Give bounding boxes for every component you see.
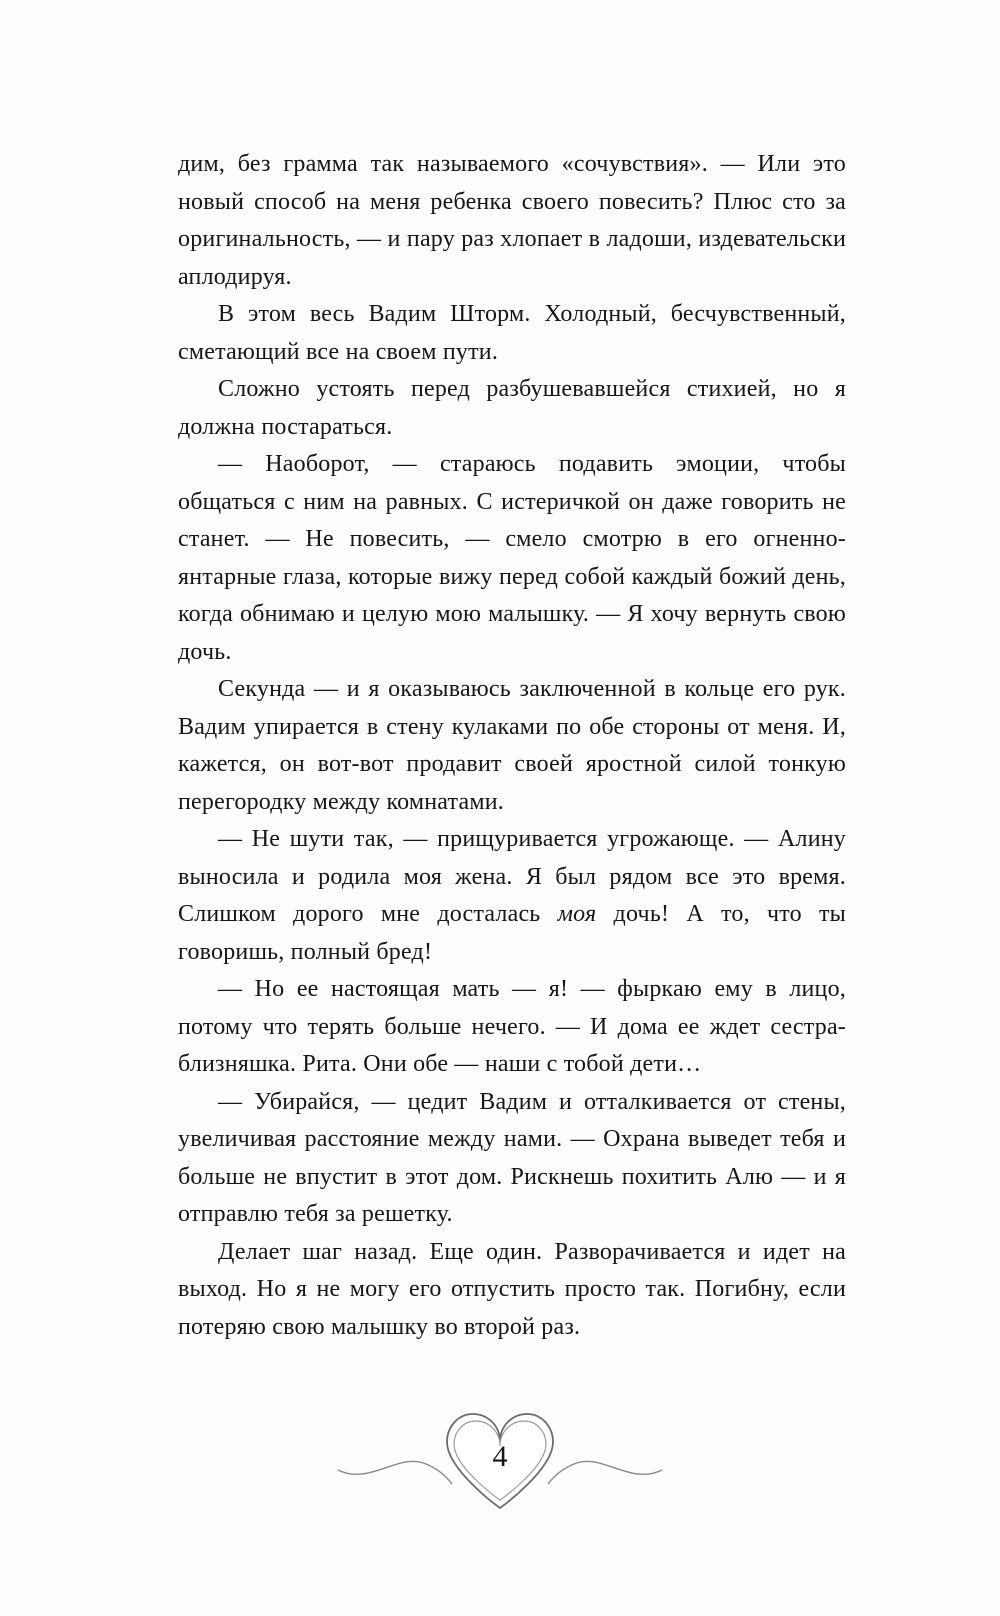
paragraph-2: В этом весь Вадим Шторм. Холодный, бесчувственный, сметающий все на своем пути. (178, 301, 846, 365)
page-text (178, 146, 846, 1346)
heart-icon (330, 1408, 670, 1518)
page-number: 4 (492, 1440, 508, 1473)
paragraph-6 (178, 821, 846, 971)
paragraph-6-text-after: дочь! А то, что ты говоришь, полный бред! (178, 901, 846, 965)
paragraph-6-text-before: — Не шути так, — прищуривается угрожающе. — Алину выносила и родила моя жена. Я был рядом все это время. Слишком дорого мне досталась (178, 826, 846, 927)
paragraph-1: дим, без грамма так называемого «сочувствия». — Или это новый способ на меня ребенка своего повесить? Плюс сто за оригинальность, — и пару раз хлопает в ладоши, издевательски аплодируя. (178, 151, 846, 290)
paragraph-8: — Убирайся, — цедит Вадим и отталкивается от стены, увеличивая расстояние между нами. — Охрана выведет тебя и больше не впустит в этот дом. Рискнешь похитить Алю — и я отправлю тебя за решетку. (178, 1088, 846, 1227)
paragraph-3: Сложно устоять перед разбушевавшейся стихией, но я должна постараться. (178, 376, 846, 440)
page-footer (0, 1408, 1000, 1518)
paragraph-4: — Наоборот, — стараюсь подавить эмоции, чтобы общаться с ним на равных. С истеричкой он даже говорить не станет. — Не повесить, — смело смотрю в его огненно-янтарные глаза, которые вижу перед собой каждый божий день, когда обнимаю и целую мою малышку. — Я хочу вернуть свою дочь. (178, 451, 846, 665)
left-flourish-line (338, 1461, 452, 1484)
paragraph-9: Делает шаг назад. Еще один. Разворачивается и идет на выход. Но я не могу его отпустить просто так. Погибну, если потеряю свою малышку во второй раз. (178, 1238, 846, 1340)
paragraph-6-italic-word: моя (557, 901, 597, 927)
paragraph-5: Секунда — и я оказываюсь заключенной в кольце его рук. Вадим упирается в стену кулаками по обе стороны от меня. И, кажется, он вот-вот продавит своей яростной силой тонкую перегородку между комнатами. (178, 676, 846, 815)
paragraph-7: — Но ее настоящая мать — я! — фыркаю ему в лицо, потому что терять больше нечего. — И дома ее ждет сестра-близняшка. Рита. Они обе — наши с тобой дети… (178, 976, 846, 1077)
right-flourish-line (548, 1461, 662, 1484)
